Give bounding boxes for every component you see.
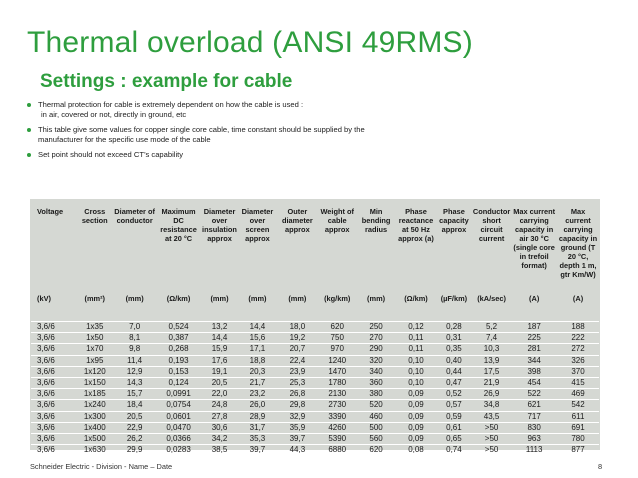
table-cell: 17,6	[201, 355, 239, 366]
column-unit: (Ω/km)	[404, 293, 428, 303]
table-cell: 26,9	[472, 389, 511, 400]
table-cell: 1x500	[77, 433, 113, 444]
table-cell: 19,2	[276, 333, 318, 344]
table-cell: 0,0283	[157, 445, 201, 456]
table-cell: 7,4	[472, 333, 511, 344]
table-cell: 1x240	[77, 400, 113, 411]
table-cell: 20,5	[201, 377, 239, 388]
table-cell: 3,6/6	[31, 422, 77, 433]
table-cell: 10,3	[472, 344, 511, 355]
table-cell: 20,5	[113, 411, 157, 422]
table-cell: 17,1	[239, 344, 277, 355]
table-cell: 1x35	[77, 322, 113, 333]
table-cell: 3,6/6	[31, 355, 77, 366]
table-cell: 469	[557, 389, 599, 400]
table-cell: 30,6	[201, 422, 239, 433]
table-cell: 18,4	[113, 400, 157, 411]
table-row	[31, 366, 599, 377]
table-cell: 0,0470	[157, 422, 201, 433]
table-cell: 0,10	[396, 355, 436, 366]
table-cell: 3,6/6	[31, 433, 77, 444]
column-header: Diameter over screen approx	[241, 207, 274, 243]
column-unit: (mm)	[210, 293, 229, 303]
table-row	[31, 433, 599, 444]
table-cell: 39,7	[239, 445, 277, 456]
table-cell: 620	[318, 322, 356, 333]
table-cell: 5390	[318, 433, 356, 444]
table-row	[31, 333, 599, 344]
table-cell: 1x50	[77, 333, 113, 344]
column-unit: (kV)	[37, 293, 51, 303]
table-row	[31, 389, 599, 400]
bullet-dot-icon	[27, 153, 31, 157]
table-cell: 29,9	[113, 445, 157, 456]
table-cell: 29,8	[276, 400, 318, 411]
table-cell: 25,3	[276, 377, 318, 388]
table-cell: 290	[356, 344, 396, 355]
table-cell: 0,74	[436, 445, 472, 456]
bullet-list	[27, 100, 587, 165]
column-header: Conductor short circuit current	[472, 207, 511, 243]
table-cell: 0,387	[157, 333, 201, 344]
table-cell: 43,5	[472, 411, 511, 422]
table-cell: 1x70	[77, 344, 113, 355]
table-cell: 0,09	[396, 422, 436, 433]
table-cell: 520	[356, 400, 396, 411]
column-unit: (A)	[529, 293, 540, 303]
column-unit: (mm²)	[84, 293, 106, 303]
table-cell: 23,2	[239, 389, 277, 400]
table-cell: 0,40	[436, 355, 472, 366]
table-cell: 18,0	[276, 322, 318, 333]
table-cell: >50	[472, 445, 511, 456]
table-cell: 7,0	[113, 322, 157, 333]
table-cell: 0,0601	[157, 411, 201, 422]
table-cell: 21,7	[239, 377, 277, 388]
table-cell: 222	[557, 333, 599, 344]
table-cell: 0,52	[436, 389, 472, 400]
table-cell: 620	[356, 445, 396, 456]
table-cell: 21,9	[472, 377, 511, 388]
table-cell: 1113	[511, 445, 557, 456]
table-cell: 830	[511, 422, 557, 433]
table-cell: 187	[511, 322, 557, 333]
column-header: Phase reactance at 50 Hz approx (a)	[398, 207, 434, 243]
table-cell: 4260	[318, 422, 356, 433]
table-cell: 17,5	[472, 366, 511, 377]
bullet-item	[27, 100, 587, 120]
table-cell: 19,1	[201, 366, 239, 377]
table-cell: 0,59	[436, 411, 472, 422]
table-cell: 3,6/6	[31, 389, 77, 400]
table-cell: 0,57	[436, 400, 472, 411]
table-cell: 1x150	[77, 377, 113, 388]
table-cell: 31,7	[239, 422, 277, 433]
table-cell: 320	[356, 355, 396, 366]
table-cell: 0,09	[396, 411, 436, 422]
table-cell: 22,4	[276, 355, 318, 366]
column-header: Outer diameter approx	[281, 207, 313, 234]
table-cell: 0,09	[396, 389, 436, 400]
table-cell: 0,10	[396, 377, 436, 388]
table-cell: 250	[356, 322, 396, 333]
table-cell: 0,11	[396, 344, 436, 355]
table-cell: 20,3	[239, 366, 277, 377]
column-header: Cross section	[81, 207, 108, 225]
column-unit: (kg/km)	[324, 293, 351, 303]
table-cell: 13,2	[201, 322, 239, 333]
table-cell: 326	[557, 355, 599, 366]
table-cell: 0,268	[157, 344, 201, 355]
column-unit: (mm)	[367, 293, 386, 303]
table-cell: 8,1	[113, 333, 157, 344]
table-cell: 0,0366	[157, 433, 201, 444]
table-cell: 24,8	[201, 400, 239, 411]
table-cell: 522	[511, 389, 557, 400]
table-cell: 877	[557, 445, 599, 456]
table-cell: 14,3	[113, 377, 157, 388]
table-cell: 15,9	[201, 344, 239, 355]
cable-data-table	[31, 207, 599, 455]
table-cell: 0,28	[436, 322, 472, 333]
table-cell: 0,193	[157, 355, 201, 366]
table-cell: 23,9	[276, 366, 318, 377]
column-unit: (mm)	[125, 293, 144, 303]
table-cell: 34,2	[201, 433, 239, 444]
table-cell: 611	[557, 411, 599, 422]
column-header: Max current carrying capacity in ground (T 20 °C, depth 1 m, gtr Km/W)	[558, 207, 598, 279]
table-cell: 26,8	[276, 389, 318, 400]
bullet-text: Thermal protection for cable is extremely dependent on how the cable is used :	[38, 100, 304, 109]
table-cell: 0,153	[157, 366, 201, 377]
table-units-row	[31, 287, 599, 309]
table-cell: 270	[356, 333, 396, 344]
table-cell: 0,11	[396, 333, 436, 344]
table-cell: 281	[511, 344, 557, 355]
table-cell: 1x300	[77, 411, 113, 422]
table-cell: 28,9	[239, 411, 277, 422]
table-row	[31, 344, 599, 355]
table-cell: 272	[557, 344, 599, 355]
table-cell: 14,4	[239, 322, 277, 333]
table-cell: 0,47	[436, 377, 472, 388]
column-unit: (µF/km)	[440, 293, 468, 303]
table-cell: 35,3	[239, 433, 277, 444]
slide-subtitle: Settings : example for cable	[40, 71, 293, 92]
table-cell: 970	[318, 344, 356, 355]
column-header: Phase capacity approx	[439, 207, 469, 234]
table-cell: 32,9	[276, 411, 318, 422]
table-cell: 750	[318, 333, 356, 344]
table-cell: 3,6/6	[31, 322, 77, 333]
table-cell: 3,6/6	[31, 411, 77, 422]
table-cell: 35,9	[276, 422, 318, 433]
column-unit: (mm)	[248, 293, 267, 303]
table-cell: 3,6/6	[31, 333, 77, 344]
table-cell: 26,0	[239, 400, 277, 411]
table-cell: >50	[472, 422, 511, 433]
table-cell: 0,31	[436, 333, 472, 344]
table-cell: 2130	[318, 389, 356, 400]
table-cell: 3,6/6	[31, 445, 77, 456]
table-cell: 1x185	[77, 389, 113, 400]
table-cell: 3390	[318, 411, 356, 422]
table-cell: 0,61	[436, 422, 472, 433]
table-cell: 0,10	[396, 366, 436, 377]
column-unit: (Ω/km)	[166, 293, 191, 303]
table-cell: >50	[472, 433, 511, 444]
table-cell: 454	[511, 377, 557, 388]
bullet-subtext: in air, covered or not, directly in ground, etc	[41, 110, 187, 119]
table-cell: 780	[557, 433, 599, 444]
table-row	[31, 400, 599, 411]
table-cell: 500	[356, 422, 396, 433]
table-cell: 15,7	[113, 389, 157, 400]
table-cell: 370	[557, 366, 599, 377]
bullet-subtext: manufacturer for the specific use mode of the cable	[38, 135, 211, 144]
slide-title: Thermal overload (ANSI 49RMS)	[27, 26, 473, 59]
table-cell: 3,6/6	[31, 400, 77, 411]
table-cell: 1x95	[77, 355, 113, 366]
table-cell: 691	[557, 422, 599, 433]
table-cell: 6880	[318, 445, 356, 456]
table-cell: 18,8	[239, 355, 277, 366]
table-cell: 22,0	[201, 389, 239, 400]
table-cell: 3,6/6	[31, 366, 77, 377]
table-cell: 0,65	[436, 433, 472, 444]
table-header-row	[31, 207, 599, 287]
table-row	[31, 322, 599, 333]
table-cell: 1240	[318, 355, 356, 366]
table-cell: 3,6/6	[31, 344, 77, 355]
table-cell: 1x630	[77, 445, 113, 456]
column-unit: (kA/sec)	[477, 293, 506, 303]
table-cell: 415	[557, 377, 599, 388]
table-cell: 621	[511, 400, 557, 411]
column-header: Min bending radius	[361, 207, 391, 234]
table-row	[31, 355, 599, 366]
column-header: Diameter over insulation approx	[202, 207, 237, 243]
table-cell: 398	[511, 366, 557, 377]
bullet-dot-icon	[27, 103, 31, 107]
table-cell: 380	[356, 389, 396, 400]
table-cell: 560	[356, 433, 396, 444]
bullet-item	[27, 150, 587, 160]
column-unit: (A)	[572, 293, 584, 303]
table-cell: 717	[511, 411, 557, 422]
table-body	[31, 322, 599, 456]
table-cell: 26,2	[113, 433, 157, 444]
table-cell: 340	[356, 366, 396, 377]
table-cell: 0,12	[396, 322, 436, 333]
bullet-text: This table give some values for copper single core cable, time constant should be supplied by the	[38, 125, 365, 134]
table-cell: 15,6	[239, 333, 277, 344]
table-spacer	[31, 309, 599, 322]
table-row	[31, 422, 599, 433]
table-cell: 1780	[318, 377, 356, 388]
table-cell: 542	[557, 400, 599, 411]
table-cell: 14,4	[201, 333, 239, 344]
bullet-text: Set point should not exceed CT’s capability	[38, 150, 184, 159]
table-cell: 12,9	[113, 366, 157, 377]
table-cell: 0,44	[436, 366, 472, 377]
column-header: Diameter of conductor	[114, 207, 155, 225]
table-cell: 344	[511, 355, 557, 366]
table-cell: 13,9	[472, 355, 511, 366]
table-cell: 44,3	[276, 445, 318, 456]
table-cell: 9,8	[113, 344, 157, 355]
table-row	[31, 411, 599, 422]
bullet-item	[27, 125, 587, 145]
footer-text: Schneider Electric - Division - Name – Date	[30, 462, 173, 471]
table-cell: 963	[511, 433, 557, 444]
table-cell: 39,7	[276, 433, 318, 444]
table-cell: 360	[356, 377, 396, 388]
table-cell: 0,124	[157, 377, 201, 388]
table-row	[31, 445, 599, 456]
table-cell: 20,7	[276, 344, 318, 355]
table-cell: 34,8	[472, 400, 511, 411]
table-cell: 1470	[318, 366, 356, 377]
table-cell: 225	[511, 333, 557, 344]
table-cell: 0,524	[157, 322, 201, 333]
table-cell: 22,9	[113, 422, 157, 433]
bullet-dot-icon	[27, 128, 31, 132]
table-row	[31, 377, 599, 388]
table-cell: 188	[557, 322, 599, 333]
cable-data-table-panel	[30, 199, 600, 455]
column-header: Weight of cable approx	[320, 207, 354, 234]
table-cell: 1x120	[77, 366, 113, 377]
table-cell: 0,0991	[157, 389, 201, 400]
table-cell: 2730	[318, 400, 356, 411]
column-header: Max current carrying capacity in air 30 °C (single core in trefoil format)	[513, 207, 556, 270]
table-cell: 0,08	[396, 445, 436, 456]
table-cell: 5,2	[472, 322, 511, 333]
table-cell: 38,5	[201, 445, 239, 456]
column-header: Maximum DC resistance at 20 °C	[160, 207, 197, 243]
column-unit: (mm)	[288, 293, 307, 303]
table-cell: 11,4	[113, 355, 157, 366]
column-header: Voltage	[37, 207, 64, 216]
table-cell: 1x400	[77, 422, 113, 433]
table-cell: 0,09	[396, 433, 436, 444]
table-cell: 27,8	[201, 411, 239, 422]
table-cell: 0,35	[436, 344, 472, 355]
table-cell: 0,09	[396, 400, 436, 411]
table-cell: 0,0754	[157, 400, 201, 411]
table-cell: 3,6/6	[31, 377, 77, 388]
page-number: 8	[598, 462, 603, 471]
table-cell: 460	[356, 411, 396, 422]
